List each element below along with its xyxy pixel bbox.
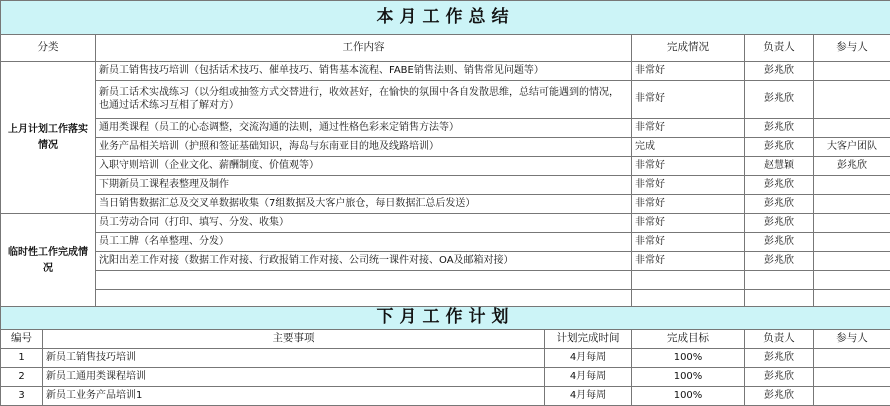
- header-main-item: 主要事项: [43, 330, 545, 349]
- header-owner: 负责人: [745, 330, 814, 349]
- header-number: 编号: [1, 330, 43, 349]
- table-row: [1, 368, 890, 387]
- status-cell: 非常好: [632, 233, 745, 252]
- owner-cell: 彭兆欣: [745, 176, 814, 195]
- participant-cell: [814, 81, 890, 119]
- item-cell: 新员工通用类课程培训: [43, 368, 545, 387]
- target-cell: 100%: [632, 349, 745, 368]
- work-content: 当日销售数据汇总及交叉单数据收集（7组数据及大客户旅仓，每日数据汇总后发送）: [96, 195, 632, 214]
- owner-cell: 彭兆欣: [745, 138, 814, 157]
- next-month-plan-table: [0, 306, 890, 406]
- owner-cell: 彭兆欣: [745, 233, 814, 252]
- participant-cell: [814, 349, 890, 368]
- owner-cell: 彭兆欣: [745, 252, 814, 271]
- header-participant: 参与人: [814, 35, 890, 62]
- participant-cell: [814, 233, 890, 252]
- plan-title: 下月工作计划: [1, 307, 890, 330]
- status-cell: 非常好: [632, 214, 745, 233]
- owner-cell: 彭兆欣: [745, 387, 814, 406]
- header-content: 工作内容: [96, 35, 632, 62]
- table-row: [1, 271, 890, 290]
- work-content: 员工工牌（名单整理、分发）: [96, 233, 632, 252]
- status-cell: 非常好: [632, 157, 745, 176]
- owner-cell: 彭兆欣: [745, 368, 814, 387]
- work-content: 沈阳出差工作对接（数据工作对接、行政报销工作对接、公司统一课件对接、OA及邮箱对接）: [96, 252, 632, 271]
- header-category: 分类: [1, 35, 96, 62]
- table-row: [1, 214, 890, 233]
- status-cell: 完成: [632, 138, 745, 157]
- owner-cell: 彭兆欣: [745, 195, 814, 214]
- table-row: [1, 387, 890, 406]
- number-cell: 3: [1, 387, 43, 406]
- participant-cell: [814, 271, 890, 290]
- target-cell: 100%: [632, 368, 745, 387]
- header-participant: 参与人: [814, 330, 890, 349]
- category-planned-work: 上月计划工作落实情况: [1, 62, 96, 214]
- number-cell: 2: [1, 368, 43, 387]
- work-content: [96, 271, 632, 290]
- owner-cell: 彭兆欣: [745, 62, 814, 81]
- header-status: 完成情况: [632, 35, 745, 62]
- table-row: [1, 62, 890, 81]
- table-row: [1, 233, 890, 252]
- participant-cell: [814, 176, 890, 195]
- category-temporary-work: 临时性工作完成情况: [1, 214, 96, 309]
- work-content: 新员工销售技巧培训（包括话术技巧、催单技巧、销售基本流程、FABE销售法则、销售常见问题等）: [96, 62, 632, 81]
- number-cell: 1: [1, 349, 43, 368]
- participant-cell: [814, 387, 890, 406]
- owner-cell: 彭兆欣: [745, 349, 814, 368]
- work-content: 通用类课程（员工的心态调整，交流沟通的法则，通过性格色彩来定销售方法等）: [96, 119, 632, 138]
- table-row: [1, 119, 890, 138]
- header-owner: 负责人: [745, 35, 814, 62]
- participant-cell: 彭兆欣: [814, 157, 890, 176]
- participant-cell: [814, 214, 890, 233]
- participant-cell: [814, 252, 890, 271]
- owner-cell: 彭兆欣: [745, 119, 814, 138]
- status-cell: 非常好: [632, 252, 745, 271]
- work-content: 新员工话术实战练习（以分组或抽签方式交替进行，收效甚好，在愉快的氛围中各自发散思维，总结可能遇到的情况，也通过话术练习互相了解对方）: [96, 81, 632, 119]
- item-cell: 新员工销售技巧培训: [43, 349, 545, 368]
- status-cell: 非常好: [632, 119, 745, 138]
- participant-cell: [814, 62, 890, 81]
- header-deadline: 计划完成时间: [545, 330, 632, 349]
- deadline-cell: 4月每周: [545, 387, 632, 406]
- owner-cell: 彭兆欣: [745, 214, 814, 233]
- summary-title: 本月工作总结: [1, 1, 890, 35]
- owner-cell: 彭兆欣: [745, 81, 814, 119]
- table-row: [1, 195, 890, 214]
- work-content: 入职守则培训（企业文化、薪酬制度、价值观等）: [96, 157, 632, 176]
- table-row: [1, 252, 890, 271]
- work-content: 员工劳动合同（打印、填写、分发、收集）: [96, 214, 632, 233]
- owner-cell: 赵慧颖: [745, 157, 814, 176]
- participant-cell: [814, 119, 890, 138]
- participant-cell: [814, 195, 890, 214]
- target-cell: 100%: [632, 387, 745, 406]
- table-row: [1, 138, 890, 157]
- deadline-cell: 4月每周: [545, 368, 632, 387]
- status-cell: [632, 271, 745, 290]
- table-row: [1, 157, 890, 176]
- table-row: [1, 349, 890, 368]
- table-row: [1, 176, 890, 195]
- deadline-cell: 4月每周: [545, 349, 632, 368]
- status-cell: 非常好: [632, 195, 745, 214]
- item-cell: 新员工业务产品培训1: [43, 387, 545, 406]
- work-content: 下期新员工课程表整理及制作: [96, 176, 632, 195]
- header-target: 完成目标: [632, 330, 745, 349]
- summary-header-row: [1, 35, 890, 62]
- table-row: [1, 81, 890, 119]
- plan-header-row: [1, 330, 890, 349]
- status-cell: 非常好: [632, 81, 745, 119]
- participant-cell: 大客户团队: [814, 138, 890, 157]
- participant-cell: [814, 368, 890, 387]
- work-content: 业务产品相关培训（护照和签证基础知识，海岛与东南亚目的地及线路培训）: [96, 138, 632, 157]
- status-cell: 非常好: [632, 62, 745, 81]
- owner-cell: [745, 271, 814, 290]
- status-cell: 非常好: [632, 176, 745, 195]
